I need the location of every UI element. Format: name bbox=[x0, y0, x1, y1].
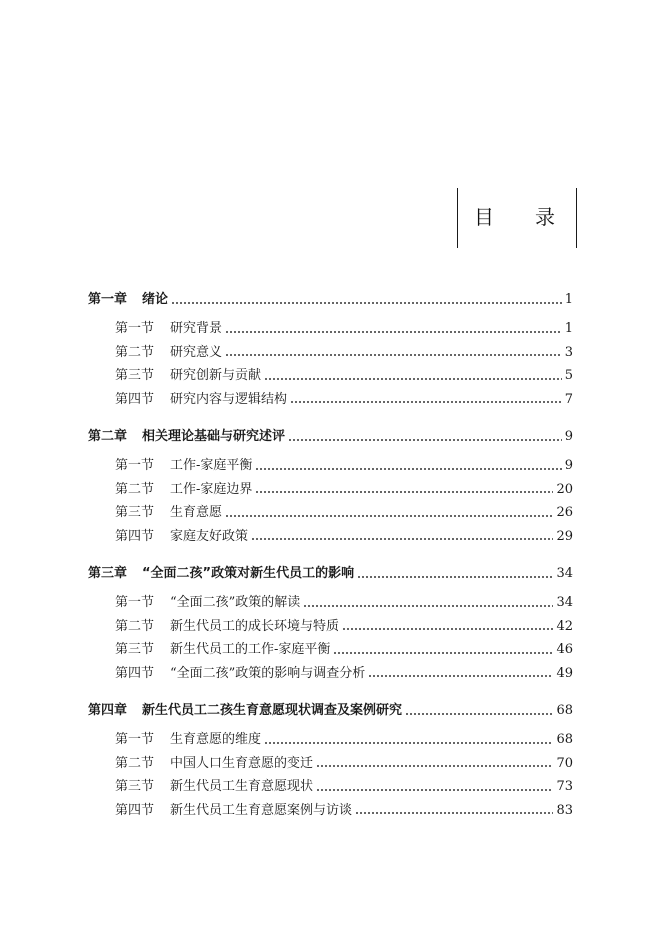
page-number: 9 bbox=[564, 458, 573, 473]
page-number: 46 bbox=[556, 642, 573, 657]
page-number: 34 bbox=[556, 595, 573, 610]
dot-leader bbox=[368, 675, 553, 677]
page-number: 1 bbox=[564, 292, 573, 307]
dot-leader bbox=[225, 515, 553, 517]
section-number: 第二节 bbox=[115, 344, 155, 360]
page-number: 9 bbox=[564, 429, 573, 444]
section-title: 研究意义 bbox=[170, 344, 223, 360]
section-number: 第三节 bbox=[115, 368, 155, 383]
page-number: 26 bbox=[556, 505, 573, 520]
section-title: “全面二孩”政策的解读 bbox=[170, 595, 301, 610]
page-number: 68 bbox=[556, 703, 573, 718]
dot-leader bbox=[255, 468, 561, 470]
section-title: 家庭友好政策 bbox=[170, 528, 249, 544]
section-number: 第四节 bbox=[115, 802, 155, 818]
section-number: 第四节 bbox=[115, 391, 155, 407]
page-number: 29 bbox=[556, 528, 573, 544]
dot-leader bbox=[171, 302, 562, 304]
dot-leader bbox=[357, 576, 553, 578]
toc-section-entry[interactable] bbox=[88, 366, 573, 386]
chapter-title: 绪论 bbox=[142, 292, 169, 307]
chapter-title: 新生代员工二孩生育意愿现状调查及案例研究 bbox=[142, 703, 403, 718]
dot-leader bbox=[225, 331, 562, 333]
chapter-number: 第三章 bbox=[88, 566, 128, 581]
toc-section-entry[interactable] bbox=[88, 754, 573, 774]
chapter-title: 相关理论基础与研究述评 bbox=[142, 429, 286, 444]
section-title: “全面二孩”政策的影响与调查分析 bbox=[170, 665, 366, 681]
toc-section-entry[interactable] bbox=[88, 503, 573, 523]
toc-heading-box bbox=[457, 188, 577, 248]
page-number: 42 bbox=[556, 618, 573, 634]
page-number: 49 bbox=[556, 665, 573, 681]
section-title: 新生代员工的成长环境与特质 bbox=[170, 618, 340, 634]
section-number: 第二节 bbox=[115, 755, 155, 771]
toc-section-entry[interactable] bbox=[88, 730, 573, 750]
section-title: 新生代员工的工作-家庭平衡 bbox=[170, 642, 331, 657]
section-number: 第一节 bbox=[115, 732, 155, 747]
chapter-number: 第四章 bbox=[88, 703, 128, 718]
dot-leader bbox=[290, 401, 562, 403]
dot-leader bbox=[264, 742, 553, 744]
toc-chapter-entry[interactable] bbox=[88, 427, 573, 447]
section-number: 第三节 bbox=[115, 642, 155, 657]
section-title: 生育意愿的维度 bbox=[170, 732, 262, 747]
section-number: 第二节 bbox=[115, 481, 155, 497]
chapter-title: “全面二孩”政策对新生代员工的影响 bbox=[142, 566, 355, 581]
section-number: 第三节 bbox=[115, 505, 155, 520]
toc-section-entry[interactable] bbox=[88, 343, 573, 363]
section-number: 第三节 bbox=[115, 779, 155, 794]
dot-leader bbox=[316, 765, 553, 767]
dot-leader bbox=[255, 491, 553, 493]
page-number: 83 bbox=[556, 802, 573, 818]
toc-section-entry[interactable] bbox=[88, 593, 573, 613]
page-number: 5 bbox=[564, 368, 573, 383]
dot-leader bbox=[264, 378, 562, 380]
section-title: 研究创新与贡献 bbox=[170, 368, 262, 383]
page-number: 34 bbox=[556, 566, 573, 581]
page-number: 20 bbox=[556, 481, 573, 497]
page-number: 3 bbox=[564, 344, 573, 360]
toc-section-entry[interactable] bbox=[88, 390, 573, 410]
toc-section-entry[interactable] bbox=[88, 801, 573, 821]
dot-leader bbox=[251, 538, 553, 540]
page-number: 68 bbox=[556, 732, 573, 747]
section-title: 生育意愿 bbox=[170, 505, 223, 520]
dot-leader bbox=[405, 713, 553, 715]
section-number: 第一节 bbox=[115, 321, 155, 336]
toc-chapter-entry[interactable] bbox=[88, 290, 573, 310]
toc-heading-char-2: 录 bbox=[535, 205, 555, 229]
chapter-number: 第一章 bbox=[88, 292, 128, 307]
page-number: 7 bbox=[564, 391, 573, 407]
section-title: 工作-家庭平衡 bbox=[170, 458, 253, 473]
section-number: 第二节 bbox=[115, 618, 155, 634]
section-number: 第一节 bbox=[115, 595, 155, 610]
section-number: 第一节 bbox=[115, 458, 155, 473]
toc-section-entry[interactable] bbox=[88, 480, 573, 500]
page-number: 73 bbox=[556, 779, 573, 794]
toc-section-entry[interactable] bbox=[88, 664, 573, 684]
dot-leader bbox=[225, 354, 562, 356]
dot-leader bbox=[342, 628, 553, 630]
toc-chapter-entry[interactable] bbox=[88, 564, 573, 584]
toc-heading-char-1: 目 bbox=[474, 205, 494, 229]
dot-leader bbox=[288, 439, 562, 441]
section-title: 中国人口生育意愿的变迁 bbox=[170, 755, 314, 771]
toc-section-entry[interactable] bbox=[88, 617, 573, 637]
section-title: 新生代员工生育意愿现状 bbox=[170, 779, 314, 794]
dot-leader bbox=[333, 652, 553, 654]
chapter-number: 第二章 bbox=[88, 429, 128, 444]
toc-section-entry[interactable] bbox=[88, 319, 573, 339]
toc-section-entry[interactable] bbox=[88, 777, 573, 797]
page-number: 70 bbox=[556, 755, 573, 771]
section-title: 新生代员工生育意愿案例与访谈 bbox=[170, 802, 353, 818]
dot-leader bbox=[316, 789, 553, 791]
toc-section-entry[interactable] bbox=[88, 640, 573, 660]
dot-leader bbox=[303, 605, 553, 607]
section-title: 研究背景 bbox=[170, 321, 223, 336]
section-title: 研究内容与逻辑结构 bbox=[170, 391, 288, 407]
toc-section-entry[interactable] bbox=[88, 527, 573, 547]
section-number: 第四节 bbox=[115, 665, 155, 681]
dot-leader bbox=[355, 812, 553, 814]
toc-chapter-entry[interactable] bbox=[88, 701, 573, 721]
page-number: 1 bbox=[564, 321, 573, 336]
toc-section-entry[interactable] bbox=[88, 456, 573, 476]
section-title: 工作-家庭边界 bbox=[170, 481, 253, 497]
section-number: 第四节 bbox=[115, 528, 155, 544]
